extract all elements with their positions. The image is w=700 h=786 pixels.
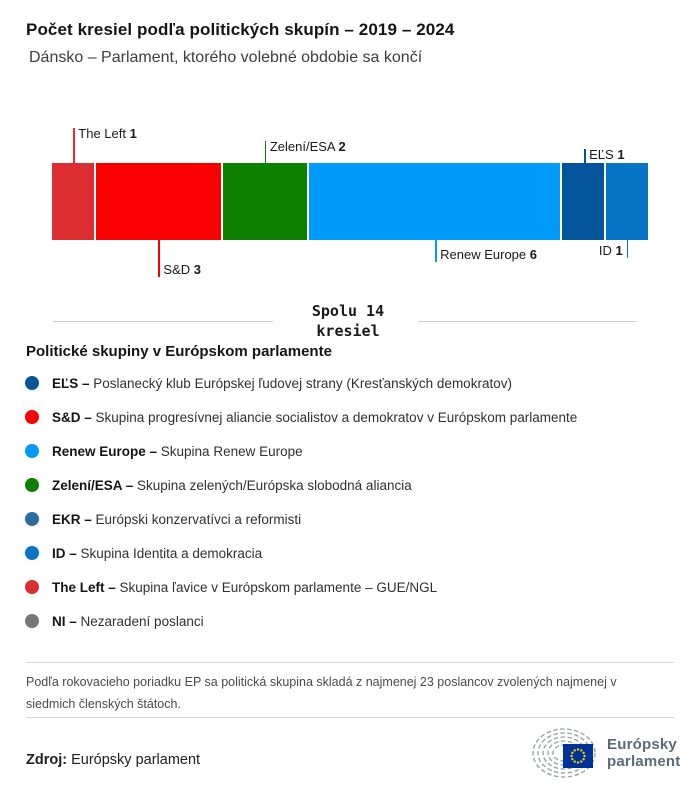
legend-dot-id (25, 546, 39, 560)
callout-label-s-d (163, 262, 201, 277)
callout-tick-id (627, 240, 629, 258)
legend-item-id (25, 536, 685, 570)
legend-group-description: Skupina zelených/Európska slobodná aliancia (137, 477, 412, 493)
legend-group-description: Skupina ľavice v Európskom parlamente – GUE/NGL (119, 579, 438, 595)
legend-text (52, 614, 204, 629)
legend-item-s-d (25, 400, 685, 434)
legend-text (52, 478, 412, 493)
political-groups-legend (25, 366, 685, 638)
legend-group-name: The Left – (52, 579, 120, 595)
callout-seats-the-left: 1 (129, 126, 137, 141)
legend-group-description: Európski konzervatívci a reformisti (95, 511, 302, 527)
callout-label-the-left (78, 126, 137, 141)
legend-dot-ekr (25, 512, 39, 526)
total-divider-left (53, 321, 273, 322)
legend-dot-the-left (25, 580, 39, 594)
callout-tick-the-left (73, 128, 75, 163)
legend-group-name: NI – (52, 613, 81, 629)
legend-group-name: EKR – (52, 511, 96, 527)
legend-item-ni (25, 604, 685, 638)
bar-segment-the-left (52, 163, 94, 240)
callout-tick-e-s (584, 149, 586, 163)
legend-group-name: EĽS – (52, 375, 94, 391)
callout-name-e-s: EĽS (589, 147, 618, 162)
seats-stacked-bar-chart (0, 110, 700, 298)
bar-segment-renew-europe (309, 163, 560, 240)
legend-item-renew-europe (25, 434, 685, 468)
total-divider-right (418, 321, 636, 322)
callout-name-the-left: The Left (78, 126, 130, 141)
european-parliament-logo (531, 724, 691, 782)
callout-seats-id: 1 (615, 243, 623, 258)
callout-name-zelen-esa: Zelení/ESA (269, 139, 339, 154)
page-title: Počet kresiel podľa politických skupín – 2019 – 2024 (26, 20, 455, 39)
footnote: Podľa rokovacieho poriadku EP sa politická skupina skladá z najmenej 23 poslancov zvolených najmenej v siedmich členských štátoch. (26, 675, 617, 711)
legend-text (52, 512, 301, 527)
legend-dot-e-s (25, 376, 39, 390)
callout-seats-zelen-esa: 2 (338, 139, 346, 154)
legend-text (52, 410, 577, 425)
legend-group-name: Renew Europe – (52, 443, 161, 459)
bar-segment-zelen-esa (223, 163, 307, 240)
legend-item-the-left (25, 570, 685, 604)
total-seats-label (273, 301, 423, 341)
callout-label-id (599, 243, 623, 258)
total-seats-line2: kresiel (316, 322, 380, 340)
legend-group-name: S&D – (52, 409, 96, 425)
legend-group-description: Nezaradení poslanci (80, 613, 204, 629)
callout-tick-zelen-esa (265, 141, 267, 163)
legend-group-description: Poslanecký klub Európskej ľudovej strany (Kresťanských demokratov) (93, 375, 512, 391)
legend-text (52, 444, 303, 459)
eu-flag (563, 744, 593, 768)
legend-title: Politické skupiny v Európskom parlamente (26, 343, 332, 360)
legend-text (52, 376, 512, 391)
source-label: Zdroj: (26, 752, 68, 768)
legend-group-name: Zelení/ESA – (52, 477, 138, 493)
source-value: Európsky parlament (67, 752, 201, 768)
legend-dot-zelen-esa (25, 478, 39, 492)
page-subtitle: Dánsko – Parlament, ktorého volebné obdobie sa končí (29, 49, 423, 66)
legend-group-description: Skupina Renew Europe (160, 443, 303, 459)
legend-group-description: Skupina progresívnej aliancie socialistov a demokratov v Európskom parlamente (95, 409, 578, 425)
logo-word-line1: Európsky (607, 736, 677, 753)
bar-segment-s-d (96, 163, 222, 240)
callout-tick-s-d (158, 240, 160, 277)
legend-item-ekr (25, 502, 685, 536)
legend-item-e-s (25, 366, 685, 400)
callout-name-s-d: S&D (163, 262, 194, 277)
total-seats-line1: Spolu 14 (311, 302, 385, 320)
legend-text (52, 546, 262, 561)
callout-label-e-s (589, 147, 624, 162)
legend-item-zelen-esa (25, 468, 685, 502)
callout-seats-s-d: 3 (193, 262, 201, 277)
callout-name-id: ID (598, 243, 616, 258)
callout-label-zelen-esa (270, 139, 346, 154)
legend-dot-ni (25, 614, 39, 628)
legend-dot-renew-europe (25, 444, 39, 458)
callout-seats-renew-europe: 6 (529, 247, 537, 262)
logo-wordmark (607, 736, 681, 770)
callout-seats-e-s: 1 (617, 147, 625, 162)
divider-bottom (26, 717, 674, 718)
source-line (26, 752, 200, 768)
callout-label-renew-europe (440, 247, 537, 262)
hemicycle-eu-flag-icon (531, 725, 601, 781)
legend-dot-s-d (25, 410, 39, 424)
bar-segment-e-s (562, 163, 604, 240)
callout-name-renew-europe: Renew Europe (440, 247, 530, 262)
logo-word-line2: parlament (607, 753, 681, 770)
divider-top (26, 662, 674, 663)
stacked-bar (52, 163, 648, 240)
legend-group-description: Skupina Identita a demokracia (80, 545, 263, 561)
legend-text (52, 580, 437, 595)
legend-group-name: ID – (52, 545, 81, 561)
callout-tick-renew-europe (435, 240, 437, 262)
bar-segment-id (606, 163, 648, 240)
